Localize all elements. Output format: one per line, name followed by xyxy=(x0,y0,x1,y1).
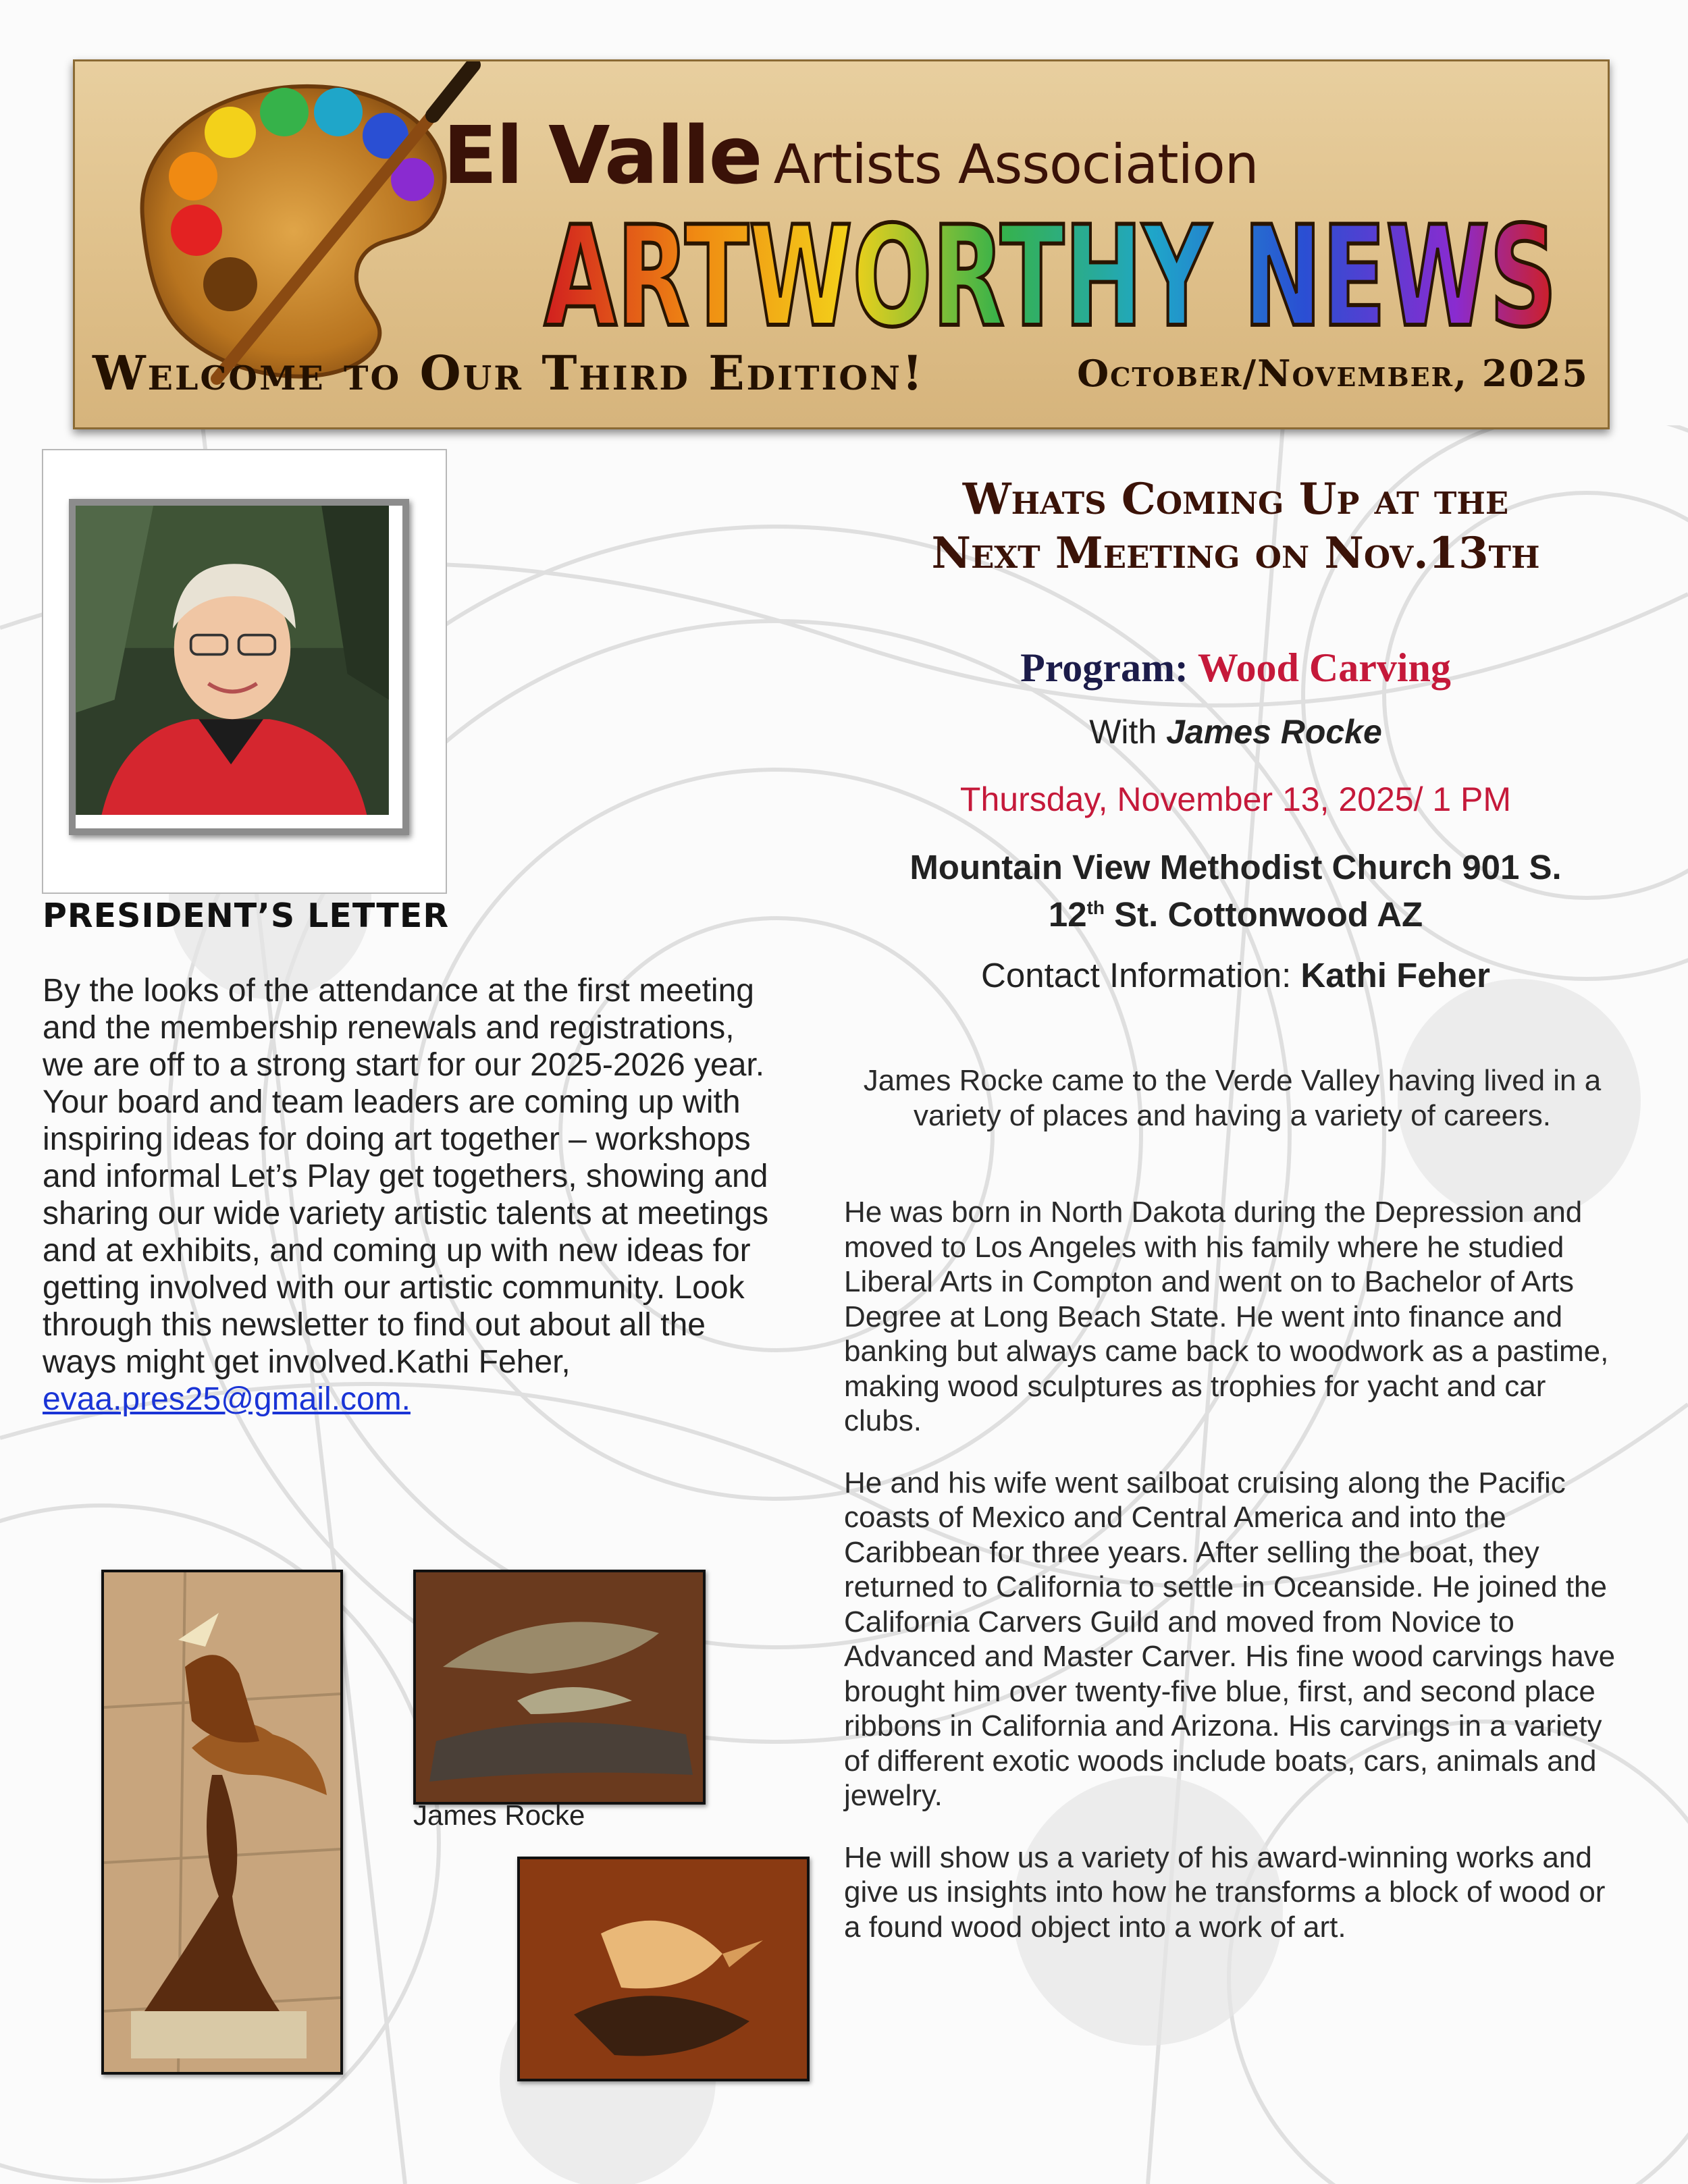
bio-intro: James Rocke came to the Verde Valley having lived in a variety of places and having a variety of careers. xyxy=(863,1064,1602,1132)
edition-date: October/November, 2025 xyxy=(1077,352,1589,395)
presenter-line xyxy=(864,712,1607,751)
contact-name: Kathi Feher xyxy=(1300,956,1490,994)
edition-welcome: Welcome to Our Third Edition! xyxy=(93,345,925,401)
contact-label: Contact Information: xyxy=(981,956,1301,994)
letter-paragraph-text: Your board and team leaders are coming up with inspiring ideas for doing art together – workshops and informal Let’s Play get togethers, showing and sharing our wide variety artistic talents at meetings and at exhibits, and coming up with new ideas for getting involved with our artistic community. Look through this newsletter to find out about all the ways might get involved.Kathi Feher, xyxy=(43,1084,769,1380)
president-letter-body xyxy=(43,972,772,1418)
bio-paragraph-2: He and his wife went sailboat cruising along the Pacific coasts of Mexico and Central America and into the Caribbean for three years. After selling the boat, they returned to California to settle in Oceanside. He joined the California Carvers Guild and moved from Novice to Advanced and Master Carver. His fine wood carvings have brought him over twenty-five blue, first, and second place ribbons in California and Arizona. His carvings in a variety of different exotic woods include boats, cars, animals and jewelry. xyxy=(844,1466,1616,1812)
letter-paragraph: By the looks of the attendance at the first meeting and the membership renewals and registrations, we are off to a strong start for our 2025-2026 year. xyxy=(43,973,765,1083)
heading-line-2: Next Meeting on Nov.13th xyxy=(931,528,1540,579)
presenter-name: James Rocke xyxy=(1166,713,1382,751)
program-label: Program: xyxy=(1020,645,1188,690)
bio-paragraph-1: He was born in North Dakota during the Depression and moved to Los Angeles with his family where he studied Liberal Arts in Compton and went on to Bachelor of Arts Degree at Long Beach State. He went into finance and banking but always came back to woodwork as a pastime, making wood sculptures as trophies for yacht and car clubs. xyxy=(844,1196,1609,1437)
newsletter-title xyxy=(531,193,1571,362)
venue-line-1: Mountain View Methodist Church 901 S. xyxy=(909,848,1562,886)
venue-street-number: 12 xyxy=(1048,895,1087,934)
with-label: With xyxy=(1089,713,1157,751)
president-email-link[interactable]: evaa.pres25@gmail.com. xyxy=(43,1381,411,1417)
president-photo xyxy=(69,499,409,835)
organization-name xyxy=(443,109,1258,202)
venue-line-2 xyxy=(851,888,1620,935)
heading-line-1: Whats Coming Up at the xyxy=(962,474,1509,525)
bio-paragraph-3: He will show us a variety of his award-winning works and give us insights into how he transforms a block of wood or a found wood object into a work of art. xyxy=(844,1840,1606,1944)
venue-city: St. Cottonwood AZ xyxy=(1105,895,1423,934)
carving-bird-photo xyxy=(101,1570,343,2075)
carving-dolphins-photo xyxy=(413,1570,706,1805)
program-title: Wood Carving xyxy=(1197,645,1451,690)
program-line xyxy=(864,645,1607,691)
meeting-datetime: Thursday, November 13, 2025/ 1 PM xyxy=(959,780,1512,818)
photo-caption: James Rocke xyxy=(413,1799,585,1831)
contact-information xyxy=(864,955,1607,995)
masthead-banner xyxy=(73,59,1610,429)
org-name-rest: Artists Association xyxy=(773,133,1259,196)
carving-stingray-photo xyxy=(517,1857,810,2081)
venue-ordinal: th xyxy=(1086,897,1105,918)
president-letter-heading: PRESIDENT’S LETTER xyxy=(43,897,450,935)
org-name-main: El Valle xyxy=(443,109,762,202)
president-photo-frame xyxy=(42,449,447,894)
newsletter-title-text: ARTWORTHY NEWS xyxy=(544,197,1557,358)
presenter-bio xyxy=(844,1195,1620,1971)
meeting-venue xyxy=(851,847,1620,935)
next-meeting-heading xyxy=(864,473,1607,581)
letter-paragraph-2 xyxy=(43,1084,772,1418)
